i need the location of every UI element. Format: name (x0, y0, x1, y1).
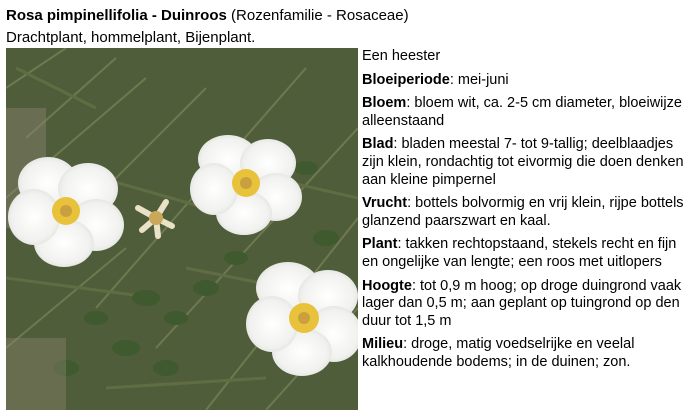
description-intro: Een heester (362, 48, 441, 64)
description-text: : mei-juni (449, 71, 509, 88)
title-family: (Rozenfamilie - Rosaceae) (226, 7, 409, 24)
description-label: Plant (362, 236, 398, 253)
description-text: : takken rechtopstaand, stekels recht en fijn en ongelijke van lengte; een roos met uitlopers (362, 236, 677, 270)
description-text: : tot 0,9 m hoog; op droge duingrond vaak lager dan 0,5 m; aan geplant op tuingrond op den duur tot 1,5 m (362, 277, 682, 329)
description-item (362, 336, 696, 371)
description-item (362, 72, 696, 90)
title-scientific-name: Rosa pimpinellifolia - Duinroos (6, 7, 227, 24)
description-text: : bladen meestal 7- tot 9-tallig; deelblaadjes zijn klein, rondachtig tot eivormig die doen denken aan kleine pimpernel (362, 136, 684, 188)
description-text: : droge, matig voedselrijke en veelal kalkhoudende bodems; in de duinen; zon. (362, 336, 635, 370)
rose-photo-illustration (6, 48, 358, 410)
description-item (362, 236, 696, 271)
description-text: : bottels bolvormig en vrij klein, rijpe bottels glanzend paarszwart en kaal. (362, 195, 684, 229)
description-item (362, 278, 696, 331)
header (6, 6, 694, 47)
rose-photo (6, 48, 358, 410)
page-subtitle: Drachtplant, hommelplant, Bijenplant. (6, 29, 256, 46)
page-title (6, 6, 694, 25)
description-label: Bloem (362, 95, 407, 112)
description-label: Hoogte (362, 277, 412, 294)
description-label: Blad (362, 136, 394, 153)
description-label: Milieu (362, 336, 404, 353)
description-label: Bloeiperiode (362, 71, 450, 88)
description-text: : bloem wit, ca. 2-5 cm diameter, bloeiwijze alleenstaand (362, 95, 682, 129)
description-item (362, 95, 696, 130)
plant-description (362, 48, 696, 378)
description-item (362, 195, 696, 230)
description-item (362, 136, 696, 189)
description-label: Vrucht (362, 195, 408, 212)
